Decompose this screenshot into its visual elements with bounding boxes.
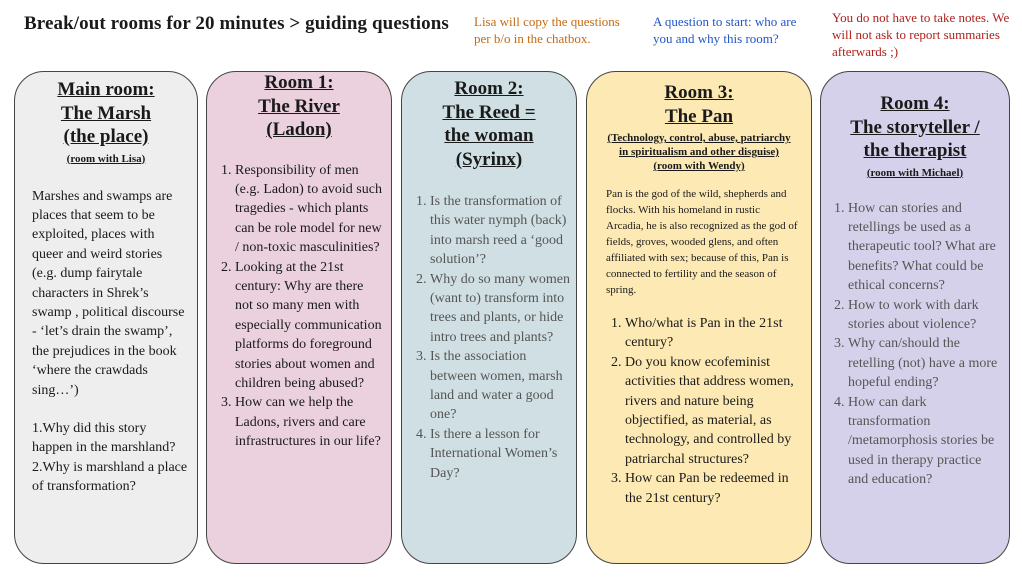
room-1-card — [206, 71, 392, 564]
room-4-subtitle: (room with Michael) — [866, 166, 964, 179]
room-4-title-line: The storyteller / — [850, 116, 980, 138]
room-4-question-list — [821, 199, 1009, 490]
room-main-subtitle: (room with Lisa) — [66, 152, 146, 165]
room-4-question: 1. How can stories and retellings be used as a therapeutic tool? What are benefits? What could be ethical concerns? — [848, 199, 1001, 296]
room-3-card — [586, 71, 812, 564]
room-1-question: 1. Responsibility of men (e.g. Ladon) to avoid such tragedies - which plants can be role model for new / non-toxic masculinities? — [235, 161, 383, 258]
room-2-question-list — [402, 192, 576, 483]
room-3-description: Pan is the god of the wild, shepherds and flocks. With his homeland in rustic Arcadia, he is also recognized as the god of fields, groves, wooded glens, and often affiliated with sex; because of this, Pan is connected to fertility and the season of spring. — [606, 188, 798, 296]
room-2-card — [401, 71, 577, 564]
room-3-question-list — [587, 314, 811, 508]
room-4-card — [820, 71, 1010, 564]
room-1-question-list — [207, 161, 391, 452]
room-4-question: 2. How to work with dark stories about violence? — [848, 296, 1001, 335]
room-3-title-line: The Pan — [664, 105, 734, 127]
room-3-question: 2. Do you know ecofeminist activities that address women, rivers and nature being objectified, as material, as technology, and controlled by patriarchal structures? — [625, 353, 803, 469]
room-1-question: 3. How can we help the Ladons, rivers and care infrastructures in our life? — [235, 393, 383, 451]
room-1-question: 2. Looking at the 21st century: Why are there not so many men with especially communication platforms do foreground stories about women and children being abused? — [235, 258, 383, 394]
room-2-question: 4. Is there a lesson for International Women’s Day? — [430, 425, 570, 483]
room-3-question: 3. How can Pan be redeemed in the 21st century? — [625, 469, 803, 508]
room-3-subtitle: (Technology, control, abuse, patriarchy in spiritualism and other disguise) (room with Wendy) — [607, 132, 791, 172]
room-main-question: 2.Why is marshland a place of transformation? — [32, 459, 188, 495]
room-2-title-line: Room 2: — [454, 78, 524, 99]
room-main-heading — [15, 78, 197, 166]
room-1-title-line: The River — [258, 95, 340, 117]
room-1-title-line: (Ladon) — [266, 119, 332, 140]
room-4-question: 3. Why can/should the retelling (not) have a more hopeful ending? — [848, 334, 1001, 392]
room-main-title-line: The Marsh — [60, 102, 152, 124]
note-lisa: Lisa will copy the questions per b/o in the chatbox. — [474, 14, 620, 46]
room-4-title-line: the therapist — [863, 140, 967, 161]
room-main-title-line: (the place) — [63, 126, 149, 147]
room-4-question: 4. How can dark transformation /metamorphosis stories be used in therapy practice and education? — [848, 393, 1001, 490]
room-main-question: 1.Why did this story happen in the marshland? — [32, 420, 176, 456]
room-3-question: 1. Who/what is Pan in the 21st century? — [625, 314, 803, 353]
room-main-description: Marshes and swamps are places that seem to be exploited, places with queer and weird stories (e.g. dump fairytale characters in Shrek’s swamp , political discourse - ‘let’s drain the swamp’, the prejudices in the book ‘where the crawdads sing…’) — [32, 188, 185, 398]
room-1-title-line: Room 1: — [264, 72, 334, 93]
room-2-question: 1. Is the transformation of this water nymph (back) into marsh reed a ‘good solution’? — [430, 192, 570, 270]
room-main-card — [14, 71, 198, 564]
room-2-title-line: (Syrinx) — [455, 148, 523, 170]
room-2-title-line: the woman — [444, 125, 534, 146]
note-no-notes: You do not have to take notes. We will not ask to report summaries afterwards ;) — [832, 10, 1010, 59]
page-title: Break/out rooms for 20 minutes > guiding questions — [24, 13, 449, 34]
room-2-question: 3. Is the association between women, marsh land and water a good one? — [430, 347, 570, 425]
room-3-title-line: Room 3: — [664, 82, 734, 103]
room-main-title-line: Main room: — [57, 79, 155, 100]
note-start-question: A question to start: who are you and why this room? — [653, 14, 797, 46]
room-4-title-line: Room 4: — [880, 93, 950, 114]
room-2-title-line: The Reed = — [442, 101, 536, 123]
room-2-question: 2. Why do so many women (want to) transform into trees and plants, or hide intro trees and plants? — [430, 270, 570, 348]
room-1-heading — [207, 71, 391, 142]
room-4-heading — [821, 92, 1009, 180]
room-2-heading — [402, 77, 576, 171]
room-3-heading — [587, 81, 811, 173]
